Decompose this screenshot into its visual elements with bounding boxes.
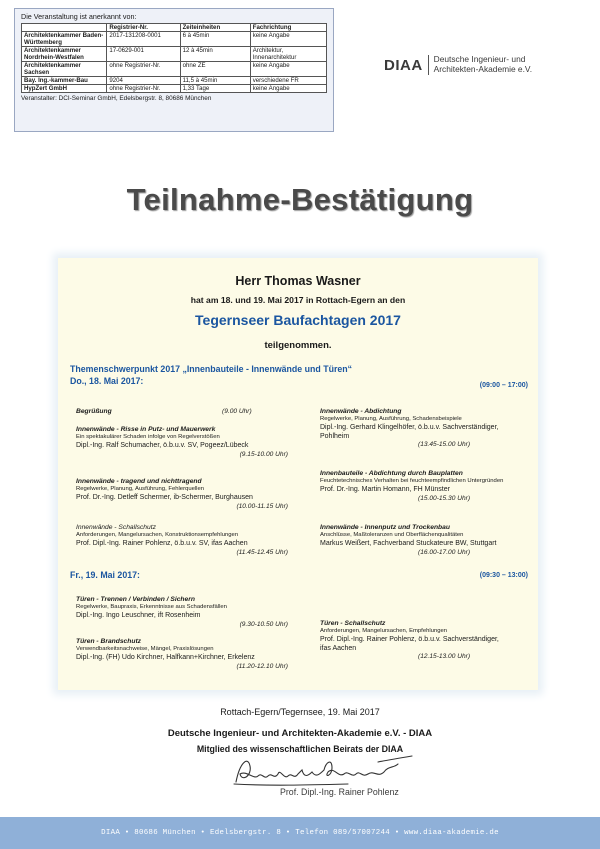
session-time: (16.00-17.00 Uhr) bbox=[418, 548, 471, 556]
logo-name-line: Architekten-Akademie e.V. bbox=[433, 64, 533, 74]
column-header: Fachrichtung bbox=[250, 24, 326, 32]
session-speaker: Dipl.-Ing. Gerhard Klingelhöfer, ö.b.u.v. Sachverständiger, bbox=[320, 423, 499, 431]
session-speaker-location: Pohlheim bbox=[320, 432, 350, 440]
session-time: (9.15-10.00 Uhr) bbox=[239, 450, 288, 458]
units-cell: 6 à 45min bbox=[180, 32, 250, 47]
session-block bbox=[76, 408, 276, 416]
session-block bbox=[320, 524, 530, 557]
session-description: Anforderungen, Mangelursachen, Konstruktionsempfehlungen bbox=[76, 532, 239, 539]
session-block bbox=[320, 620, 530, 661]
diaa-logo bbox=[384, 55, 532, 75]
day2-label: Fr., 19. Mai 2017: bbox=[70, 570, 140, 580]
chamber-cell: HypZert GmbH bbox=[22, 85, 107, 93]
attendance-text: hat am 18. und 19. Mai 2017 in Rottach-Egern an den bbox=[190, 295, 406, 305]
logo-name-line: Deutsche Ingenieur- und bbox=[433, 54, 526, 65]
participant-name: Herr Thomas Wasner bbox=[235, 274, 361, 288]
session-time: (13.45-15.00 Uhr) bbox=[418, 441, 471, 449]
session-block bbox=[76, 478, 288, 511]
field-cell: keine Angabe bbox=[250, 62, 326, 77]
page-title: Teilnahme-Bestätigung bbox=[126, 182, 474, 217]
units-cell: 12 à 45min bbox=[180, 47, 250, 62]
field-cell: keine Angabe bbox=[250, 85, 326, 93]
participated-text: teilgenommen. bbox=[264, 340, 332, 351]
session-description: Anforderungen, Mangelursachen, Empfehlungen bbox=[320, 628, 448, 635]
session-speaker: Dipl.-Ing. Ingo Leuschner, ift Rosenheim bbox=[76, 611, 201, 619]
organization-name: Deutsche Ingenieur- und Architekten-Akademie e.V. - DIAA bbox=[167, 728, 433, 739]
table-row bbox=[22, 85, 327, 93]
accreditation-header-row bbox=[22, 24, 327, 32]
chamber-cell: Bay. Ing.-kammer-Bau bbox=[22, 77, 107, 85]
chamber-cell: Architektenkammer Nordrhein-Westfalen bbox=[22, 47, 107, 62]
organizer-line: Veranstalter: DCI-Seminar GmbH, Edelsbergstr. 8, 80686 München bbox=[21, 95, 212, 102]
session-title: Innenwände - Innenputz und Trockenbau bbox=[320, 524, 450, 531]
session-block bbox=[320, 408, 530, 449]
logo-mark: DIAA bbox=[384, 56, 423, 74]
accreditation-header: Die Veranstaltung ist anerkannt von: bbox=[21, 12, 137, 21]
session-time: (15.00-15.30 Uhr) bbox=[418, 494, 471, 502]
session-speaker: Prof. Dipl.-Ing. Rainer Pohlenz, ö.b.u.v. SV, ifas Aachen bbox=[76, 539, 248, 547]
chamber-cell: Architektenkammer Sachsen bbox=[22, 62, 107, 77]
accreditation-box bbox=[14, 8, 334, 132]
session-title: Innenwände - tragend und nichttragend bbox=[76, 478, 202, 485]
units-cell: 11,5 à 45min bbox=[180, 77, 250, 85]
field-cell: verschiedene FR bbox=[250, 77, 326, 85]
column-header: Registrier-Nr. bbox=[107, 24, 180, 32]
session-description: Anschlüsse, Maßtoleranzen und Oberflächenqualitäten bbox=[320, 532, 464, 539]
certificate-panel bbox=[58, 258, 538, 690]
day2-time: (09:30 – 13:00) bbox=[479, 572, 528, 579]
session-description: Feuchtetechnisches Verhalten bei feuchteempfindlichen Untergründen bbox=[320, 478, 504, 485]
column-header bbox=[22, 24, 107, 32]
session-title: Innenbauteile - Abdichtung durch Bauplatten bbox=[320, 470, 463, 477]
session-title: Türen - Brandschutz bbox=[76, 638, 142, 645]
table-row bbox=[22, 77, 327, 85]
session-time: (11.20-12.10 Uhr) bbox=[236, 662, 288, 670]
table-row bbox=[22, 47, 327, 62]
table-row bbox=[22, 32, 327, 47]
units-cell: ohne ZE bbox=[180, 62, 250, 77]
session-block bbox=[76, 426, 288, 459]
session-title: Innenwände - Abdichtung bbox=[320, 408, 402, 415]
field-cell: Architektur, Innenarchitektur bbox=[250, 47, 326, 62]
session-title: Begrüßung bbox=[76, 408, 112, 415]
reg-cell: 2017-131208-0001 bbox=[107, 32, 180, 47]
reg-cell: 9204 bbox=[107, 77, 180, 85]
session-title: Türen - Trennen / Verbinden / Sichern bbox=[76, 596, 195, 603]
session-speaker: Prof. Dipl.-Ing. Rainer Pohlenz, ö.b.u.v. Sachverständiger, bbox=[320, 635, 499, 643]
column-header: Zeiteinheiten bbox=[180, 24, 250, 32]
session-time: (12.15-13.00 Uhr) bbox=[418, 653, 471, 661]
session-speaker: Markus Weißert, Fachverband Stuckateure BW, Stuttgart bbox=[320, 539, 497, 547]
footer-bar bbox=[0, 817, 600, 849]
session-description: Verwendbarkeitsnachweise, Mängel, Praxislösungen bbox=[76, 646, 214, 653]
signer-name: Prof. Dipl.-Ing. Rainer Pohlenz bbox=[280, 787, 399, 797]
session-description: Regelwerke, Planung, Ausführung, Schadensbeispiele bbox=[320, 416, 462, 423]
logo-divider bbox=[428, 55, 429, 75]
accreditation-table bbox=[21, 23, 327, 93]
session-block bbox=[76, 596, 288, 629]
session-block bbox=[320, 470, 530, 503]
day1-label: Do., 18. Mai 2017: bbox=[70, 376, 144, 386]
session-speaker: Dipl.-Ing. Ralf Schumacher, ö.b.u.v. SV, Pogeez/Lübeck bbox=[76, 441, 249, 449]
field-cell: keine Angabe bbox=[250, 32, 326, 47]
session-speaker: Prof. Dr.-Ing. Detleff Schermer, ib-Schermer, Burghausen bbox=[76, 493, 253, 501]
reg-cell: ohne Registrier-Nr. bbox=[107, 85, 180, 93]
session-time: (10.00-11.15 Uhr) bbox=[236, 502, 288, 510]
place-date: Rottach-Egern/Tegernsee, 19. Mai 2017 bbox=[220, 707, 380, 717]
session-speaker-location: ifas Aachen bbox=[320, 644, 357, 652]
chamber-cell: Architektenkammer Baden-Württemberg bbox=[22, 32, 107, 47]
day1-time: (09:00 – 17:00) bbox=[479, 382, 528, 389]
reg-cell: 17-0629-001 bbox=[107, 47, 180, 62]
session-block bbox=[76, 638, 288, 671]
logo-name bbox=[434, 55, 532, 75]
session-description: Regelwerke, Planung, Ausführung, Fehlerquellen bbox=[76, 486, 205, 493]
session-time: (9.00 Uhr) bbox=[222, 408, 252, 415]
event-title: Tegernseer Baufachtagen 2017 bbox=[195, 312, 401, 328]
theme-heading: Themenschwerpunkt 2017 „Innenbauteile - Innenwände und Türen“ bbox=[70, 364, 353, 374]
session-title: Innenwände - Risse in Putz- und Mauerwerk bbox=[76, 426, 216, 433]
session-description: Ein spektakulärer Schaden infolge von Regelverstößen bbox=[76, 434, 220, 441]
session-time: (9.30-10.50 Uhr) bbox=[239, 620, 288, 628]
session-block bbox=[76, 524, 288, 557]
session-speaker: Dipl.-Ing. (FH) Udo Kirchner, Halfkann+Kirchner, Erkelenz bbox=[76, 653, 255, 661]
footer-contact: DIAA • 80686 München • Edelsbergstr. 8 • Telefon 089/57007244 • www.diaa-akademie.de bbox=[101, 829, 499, 837]
table-row bbox=[22, 62, 327, 77]
membership-line: Mitglied des wissenschaftlichen Beirats der DIAA bbox=[196, 744, 404, 754]
session-speaker: Prof. Dr.-Ing. Martin Homann, FH Münster bbox=[320, 485, 450, 493]
session-title: Türen - Schallschutz bbox=[320, 620, 386, 627]
session-time: (11.45-12.45 Uhr) bbox=[236, 548, 288, 556]
session-description: Regelwerke, Baupraxis, Erkenntnisse aus Schadensfällen bbox=[76, 604, 227, 611]
units-cell: 1,33 Tage bbox=[180, 85, 250, 93]
session-title: Innenwände - Schallschutz bbox=[76, 524, 156, 531]
reg-cell: ohne Registrier-Nr. bbox=[107, 62, 180, 77]
